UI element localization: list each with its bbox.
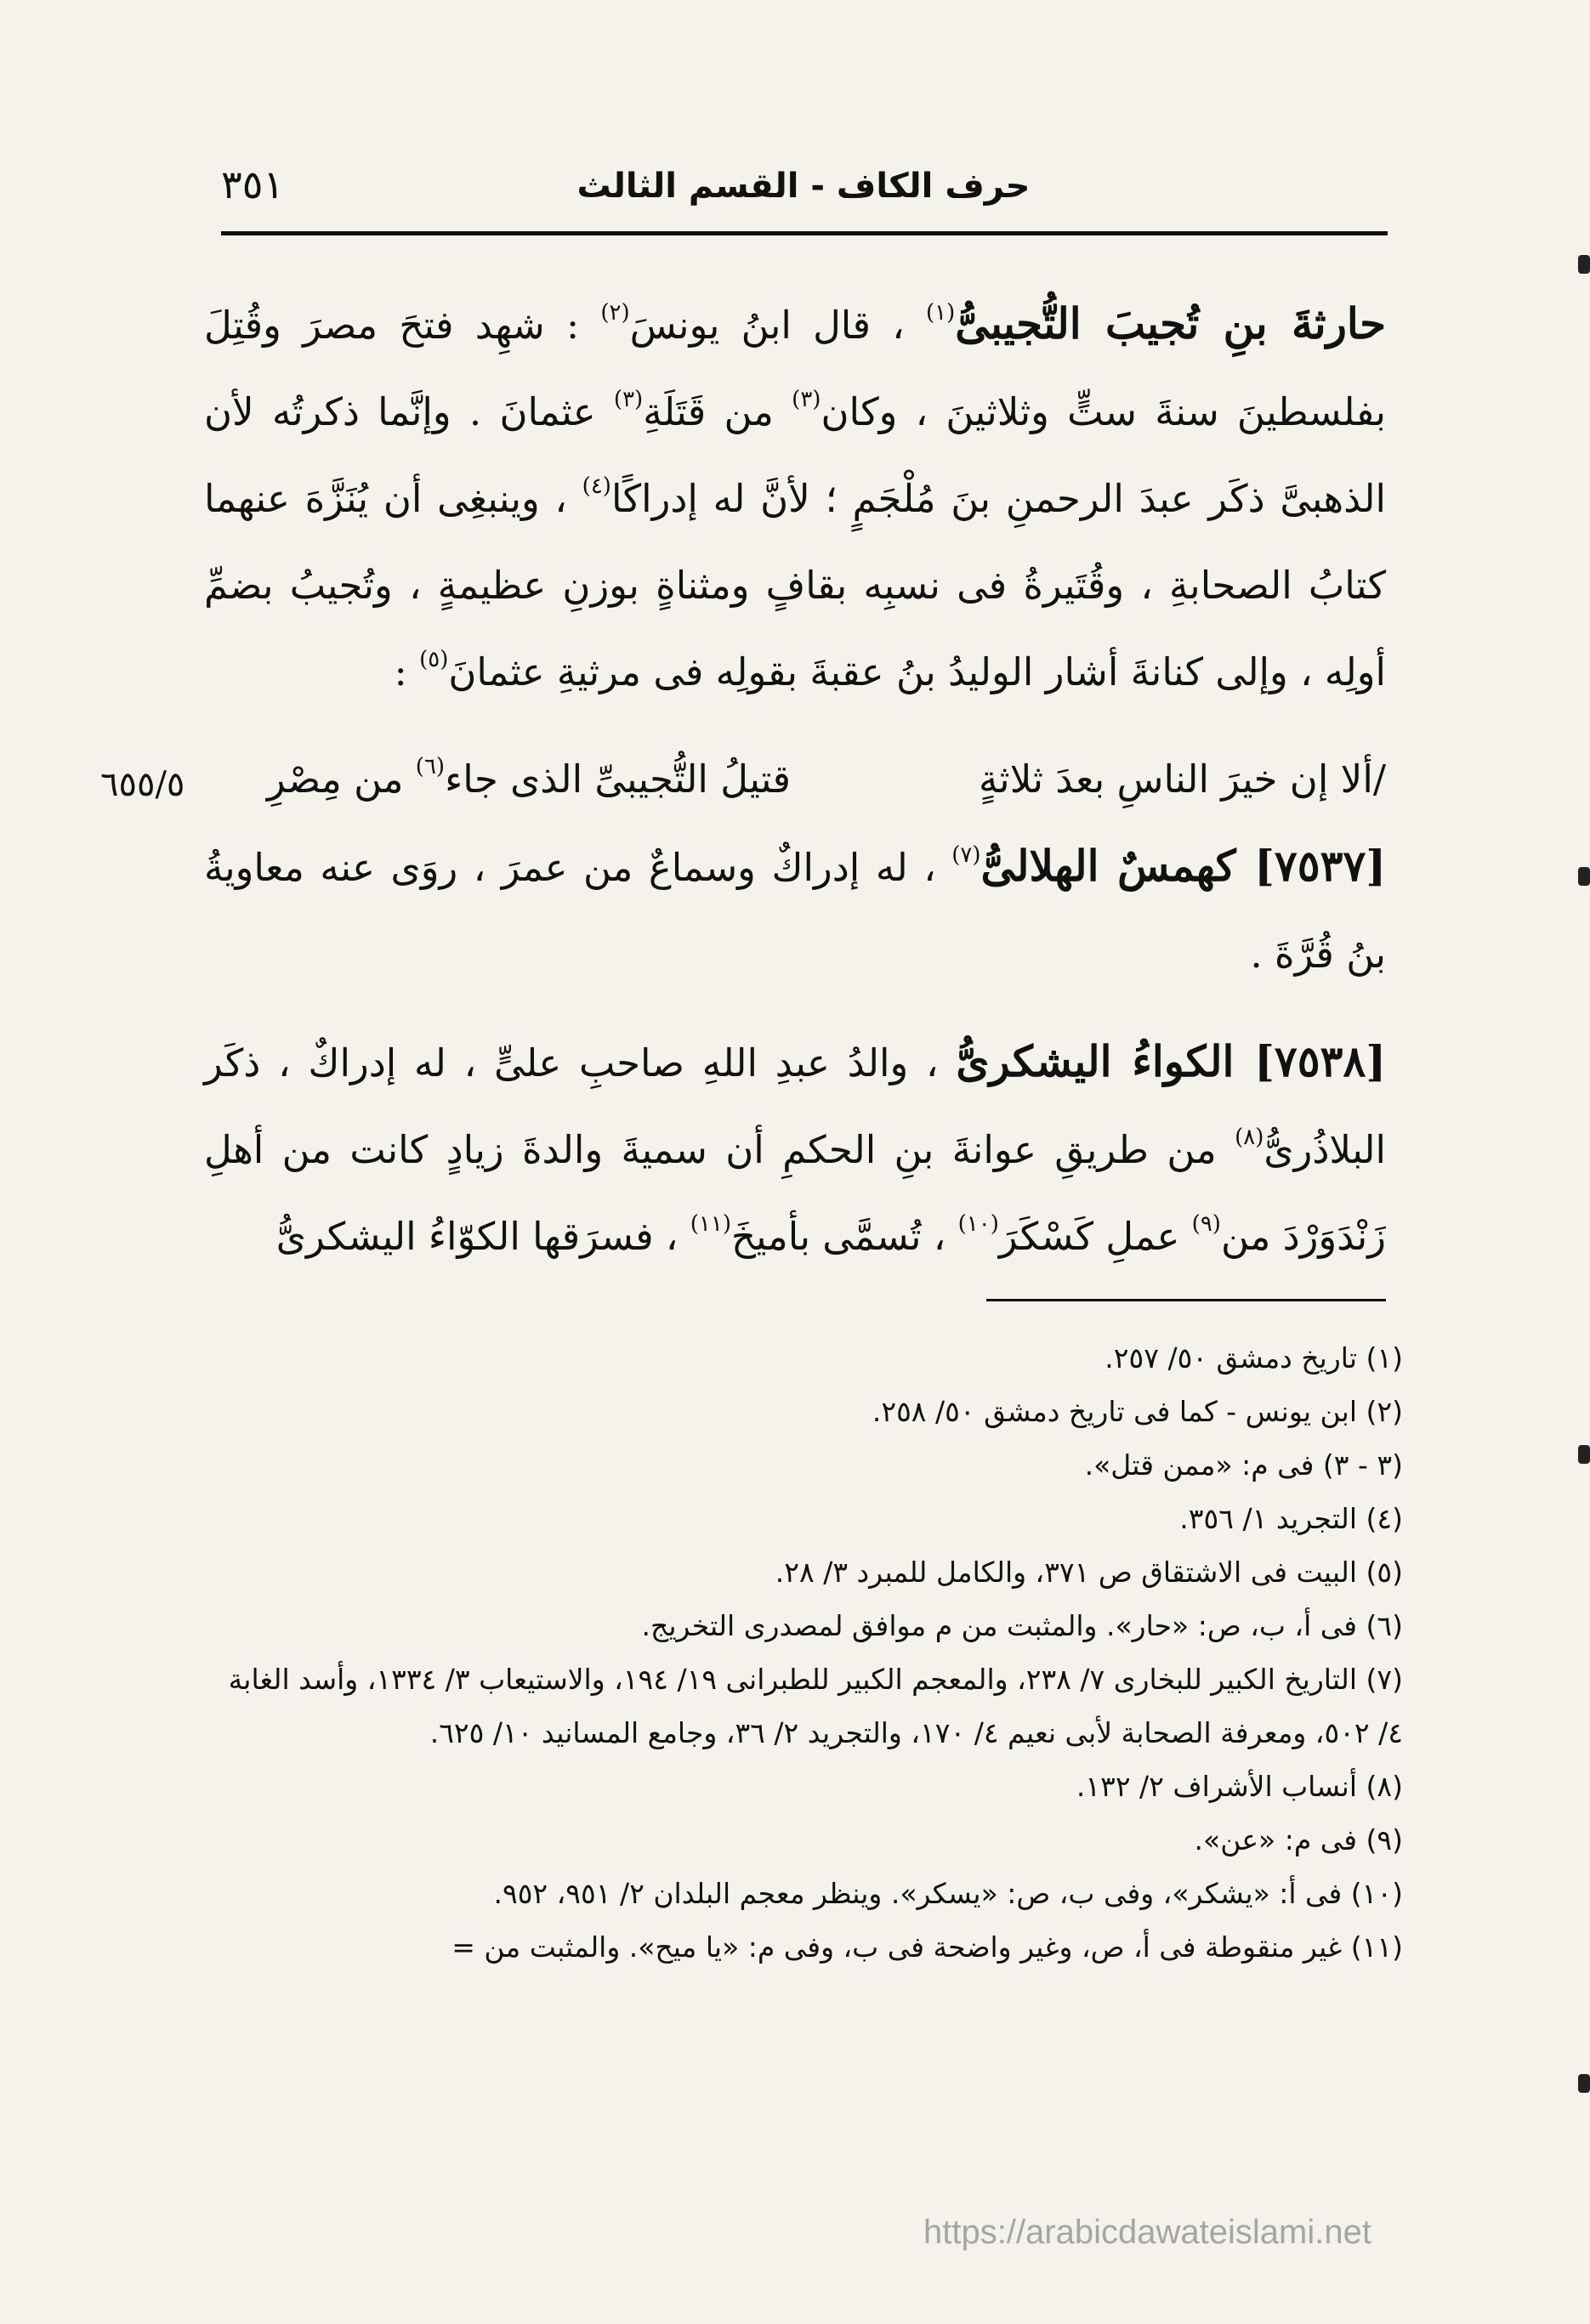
footnote: (١) تاريخ دمشق ٥٠/ ٢٥٧. (1104, 1341, 1403, 1375)
footnote-ref[interactable]: (٢) (600, 300, 630, 326)
entry-name: حارثةَ بنِ تُجيبَ التُّجيبىُّ (955, 298, 1386, 349)
footnote-ref[interactable]: (٩) (1191, 1211, 1221, 1237)
footnote-ref[interactable]: (٣) (613, 387, 644, 412)
entry-text: ، والدُ عبدِ اللهِ صاحبِ علىٍّ ، له إدراكٌ ، ذكَر البلاذُرىُّ (204, 1040, 1386, 1172)
footnote: (١١) غير منقوطة فى أ، ص، وغير واضحة فى ب، وفى م: «يا ميح». والمثبت من = (451, 1930, 1403, 1964)
footnote-ref[interactable]: (٥) (419, 647, 449, 672)
scan-edge-mark (1578, 1445, 1590, 1464)
footnote-ref[interactable]: (٧) (951, 842, 981, 868)
scan-edge-mark (1578, 2074, 1590, 2093)
footnote-ref[interactable]: (٣) (792, 387, 821, 412)
footnote: (٦) فى أ، ب، ص: «حار». والمثبت من م موافق لمصدرى التخريج. (641, 1609, 1403, 1642)
footnotes (221, 1331, 1403, 1974)
entry-name: كهمسٌ الهلالىُّ (980, 841, 1255, 891)
entry-7538 (204, 1018, 1386, 1280)
footnote: (٧) التاريخ الكبير للبخارى ٧/ ٢٣٨، والمعجم الكبير للطبرانى ١٩/ ١٩٤، والاستيعاب ٣/ ١٣٣٤، وأسد الغابة ٤/ ٥٠٢، ومعرفة الصحابة لأبى نعيم ٤/ ١٧٠، والتجريد ٢/ ٣٦، وجامع المسانيد ١٠/ ٦٢٥. (228, 1663, 1403, 1749)
entry-text: ، فسرَقها الكوّاءُ اليشكرىُّ (275, 1214, 690, 1259)
footnote: (٩) فى م: «عن». (1194, 1823, 1403, 1856)
footnote-ref[interactable]: (٨) (1235, 1125, 1264, 1150)
footnote: (١٠) فى أ: «يشكر»، وفى ب، ص: «يسكر». وينظر معجم البلدان ٢/ ٩٥١، ٩٥٢. (493, 1877, 1403, 1910)
scan-edge-mark (1578, 867, 1590, 886)
footnote-ref[interactable]: (٦) (415, 754, 446, 779)
entry-text: ، له إدراكٌ وسماعٌ من عمرَ ، روَى عنه معاويةُ بنُ قُرَّةَ . (204, 845, 1386, 977)
entry-text: ، وينبغِى أن يُنَزَّهَ عنهما كتابُ الصحابةِ ، وقُتَيرةُ فى نسبِه بقافٍ ومثناةٍ بوزنِ عظيمةٍ ، وتُجيبُ بضمِّ أولِه ، وإلى كنانةَ أشار الوليدُ بنُ عقبةَ بقولِه فى مرثيةِ عثمانَ (204, 476, 1386, 694)
footnote: (٢) ابن يونس - كما فى تاريخ دمشق ٥٠/ ٢٥٨. (872, 1395, 1403, 1428)
entry-text: : شهِد فتحَ مصرَ وقُتِلَ بفلسطينَ سنةَ ستٍّ وثلاثينَ ، وكان (204, 303, 1386, 434)
footnote-ref[interactable]: (٤) (582, 473, 611, 499)
entry-text: عثمانَ . وإنَّما ذكرتُه لأن الذهبىَّ ذكَر عبدَ الرحمنِ بنَ مُلْجَمٍ ؛ لأنَّ له إدراكًا (204, 389, 1386, 521)
entry-text: ، قال ابنُ يونسَ (629, 303, 926, 348)
entry-text: من قَتَلَةِ (643, 389, 792, 434)
scan-edge-mark (1578, 255, 1590, 274)
footnote-separator (986, 1299, 1386, 1301)
entry-text: ، تُسمَّى بأميخَ (731, 1214, 958, 1259)
entry-name: الكواءُ اليشكرىُّ (956, 1036, 1255, 1086)
entry-number: [٧٥٣٧] (1254, 841, 1386, 891)
entry-text: عملِ كَسْكَرَ (998, 1214, 1192, 1259)
main-text (204, 281, 1386, 1280)
poetry-verse (204, 736, 1386, 823)
footnote-ref[interactable]: (١) (926, 300, 956, 326)
verse-second-hemistich: قتيلُ التُّجيبىِّ الذى جاء$^{(٦)}$ من مِصْرِ (266, 754, 791, 802)
verse-first-hemistich: /ألا إن خيرَ الناسِ بعدَ ثلاثةٍ (979, 757, 1386, 802)
running-title: حرف الكاف - القسم الثالث (576, 167, 1031, 206)
footnote: (٨) أنساب الأشراف ٢/ ١٣٢. (1076, 1770, 1403, 1803)
footnote-ref[interactable]: (١٠) (957, 1211, 999, 1237)
margin-volume-page-note: ٦٥٥/٥ (100, 765, 185, 804)
entry-harithah (204, 281, 1386, 716)
footnote-ref[interactable]: (١١) (690, 1211, 731, 1237)
entry-text: من طريقِ عوانةَ بنِ الحكمِ أن سميةَ والدةَ زيادٍ كانت من أهلِ زَنْدَوَرْدَ من (204, 1127, 1386, 1259)
footnote: (٤) التجريد ١/ ٣٥٦. (1179, 1502, 1403, 1535)
footnote: (٣ - ٣) فى م: «ممن قتل». (1084, 1448, 1403, 1482)
entry-number: [٧٥٣٨] (1254, 1036, 1386, 1086)
watermark-url: https://arabicdawateislami.net (923, 2213, 1371, 2251)
page-number: ٣٥١ (221, 162, 285, 207)
footnote: (٥) البيت فى الاشتقاق ص ٣٧١، والكامل للمبرد ٣/ ٢٨. (775, 1556, 1403, 1589)
entry-7537 (204, 823, 1386, 998)
header-rule (221, 231, 1388, 235)
page-header (221, 158, 1386, 221)
entry-text: : (394, 649, 420, 694)
